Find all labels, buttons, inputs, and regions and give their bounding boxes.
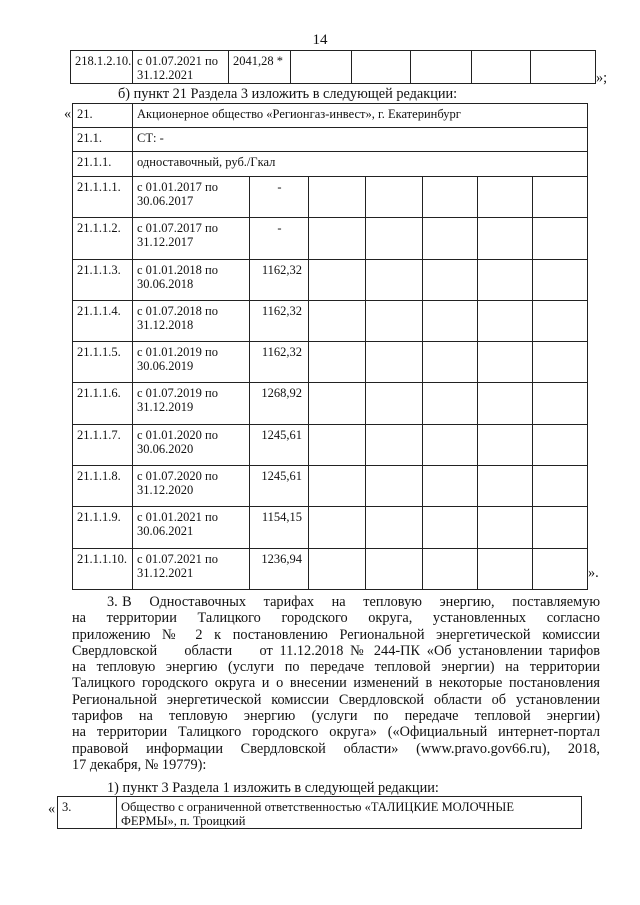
row-period: с 01.07.2021 по 31.12.2021 [133, 548, 250, 589]
bottom-table-company [117, 797, 582, 829]
table-row [73, 300, 588, 341]
paragraph-line: приложению № 2 к постановлению Региональной энергетической комиссии [72, 626, 600, 643]
row-period: с 01.07.2020 по 31.12.2020 [133, 466, 250, 507]
empty-cell [423, 548, 478, 589]
paragraph-line: правовой информации Свердловской области» (www.pravo.gov66.ru), 2018, [72, 740, 600, 757]
row-code: 21.1.1.7. [73, 424, 133, 465]
empty-cell [423, 466, 478, 507]
empty-cell [309, 300, 366, 341]
table-row [73, 507, 588, 548]
empty-cell [478, 383, 533, 424]
empty-cell [366, 383, 423, 424]
row-value: - [250, 218, 309, 259]
empty-cell [366, 177, 423, 218]
paragraph-line: на тепловую энергию (услуги по передаче тепловой энергии) на территории [72, 659, 600, 676]
empty-cell [478, 507, 533, 548]
empty-cell [309, 177, 366, 218]
row-period: с 01.01.2018 по 30.06.2018 [133, 259, 250, 300]
row-value: 1154,15 [250, 507, 309, 548]
page-number: 14 [312, 32, 328, 48]
bottom-table-code: 3. [58, 797, 117, 829]
row-period: с 01.07.2017 по 31.12.2017 [133, 218, 250, 259]
table-row [73, 177, 588, 218]
empty-cell [533, 507, 588, 548]
table-row [73, 218, 588, 259]
empty-cell [309, 259, 366, 300]
row-value: 1162,32 [250, 342, 309, 383]
item-b-heading: б) пункт 21 Раздела 3 изложить в следующей редакции: [118, 86, 458, 102]
empty-cell [478, 466, 533, 507]
table-21 [72, 103, 588, 590]
empty-cell [366, 342, 423, 383]
row-code: 21.1.1.2. [73, 218, 133, 259]
row-period: с 01.07.2018 по 31.12.2018 [133, 300, 250, 341]
empty-cell [366, 424, 423, 465]
empty-cell [423, 383, 478, 424]
row-code: 21.1.1.4. [73, 300, 133, 341]
table-row [73, 548, 588, 589]
empty-cell [478, 300, 533, 341]
table-row [73, 342, 588, 383]
bottom-table [57, 796, 582, 829]
empty-cell [533, 383, 588, 424]
empty-cell [423, 507, 478, 548]
top-table [70, 50, 596, 84]
table-21-st: СТ: - [133, 128, 588, 152]
top-table-closing: »; [596, 70, 608, 86]
empty-cell [423, 424, 478, 465]
empty-cell [423, 218, 478, 259]
empty-cell [366, 259, 423, 300]
empty-cell [309, 342, 366, 383]
empty-cell [478, 177, 533, 218]
empty-cell [423, 177, 478, 218]
row-period: с 01.07.2019 по 31.12.2019 [133, 383, 250, 424]
paragraph-line: 3. В Одноставочных тарифах на тепловую энергию, поставляемую [107, 594, 600, 610]
row-code: 21.1.1.9. [73, 507, 133, 548]
paragraph-line: Талицкого городского округа и о внесении изменений в некоторые постановления [72, 675, 600, 692]
empty-cell [366, 507, 423, 548]
empty-cell [478, 259, 533, 300]
empty-cell [478, 548, 533, 589]
paragraph-line: Региональной энергетической комиссии Свердловской области об установлении [72, 691, 600, 708]
empty-cell [533, 548, 588, 589]
bottom-table-company-line1: Общество с ограниченной ответственностью «ТАЛИЦКИЕ МОЛОЧНЫЕ [121, 800, 514, 814]
table-row [73, 466, 588, 507]
row-code: 21.1.1.3. [73, 259, 133, 300]
empty-cell [423, 259, 478, 300]
table-21-tariff-type: одноставочный, руб./Гкал [133, 152, 588, 177]
table-21-open-quote: « [64, 106, 72, 122]
row-code: 21.1.1.1. [73, 177, 133, 218]
row-value: 1268,92 [250, 383, 309, 424]
paragraph-line: на территории Талицкого городского округа, установленных согласно [72, 610, 600, 627]
paragraph-3 [72, 594, 600, 773]
bottom-table-company-line2: ФЕРМЫ», п. Троицкий [121, 814, 246, 828]
empty-cell [533, 177, 588, 218]
empty-cell [533, 259, 588, 300]
row-value: 1245,61 [250, 424, 309, 465]
row-value: 1236,94 [250, 548, 309, 589]
empty-cell [533, 424, 588, 465]
table-row [73, 259, 588, 300]
row-value: - [250, 177, 309, 218]
empty-cell [309, 218, 366, 259]
top-table-code: 218.1.2.10. [71, 51, 133, 84]
table-21-close-quote: ». [588, 565, 599, 581]
table-21-company: Акционерное общество «Регионгаз-инвест», г. Екатеринбург [133, 104, 588, 128]
row-code: 21.1.1.8. [73, 466, 133, 507]
paragraph-line: Свердловской области от 11.12.2018 № 244-ПК «Об установлении тарифов [72, 642, 600, 659]
table-row [73, 383, 588, 424]
row-period: с 01.01.2021 по 30.06.2021 [133, 507, 250, 548]
empty-cell [478, 424, 533, 465]
empty-cell [366, 300, 423, 341]
row-period: с 01.01.2019 по 30.06.2019 [133, 342, 250, 383]
table-21-code-21-1-1: 21.1.1. [73, 152, 133, 177]
empty-cell [478, 342, 533, 383]
empty-cell [533, 218, 588, 259]
row-period: с 01.01.2020 по 30.06.2020 [133, 424, 250, 465]
row-code: 21.1.1.6. [73, 383, 133, 424]
empty-cell [423, 342, 478, 383]
empty-cell [309, 466, 366, 507]
empty-cell [309, 424, 366, 465]
paragraph-line: 17 декабря, № 19779): [72, 756, 207, 773]
table-21-code-21: 21. [73, 104, 133, 128]
empty-cell [366, 466, 423, 507]
row-code: 21.1.1.10. [73, 548, 133, 589]
row-value: 1162,32 [250, 259, 309, 300]
empty-cell [366, 218, 423, 259]
row-period: с 01.01.2017 по 30.06.2017 [133, 177, 250, 218]
paragraph-line: на территории Талицкого городского округа» («Официальный интернет-портал [72, 724, 600, 741]
row-value: 1245,61 [250, 466, 309, 507]
empty-cell [478, 218, 533, 259]
row-code: 21.1.1.5. [73, 342, 133, 383]
table-21-code-21-1: 21.1. [73, 128, 133, 152]
top-table-period: с 01.07.2021 по 31.12.2021 [133, 51, 229, 84]
empty-cell [423, 300, 478, 341]
empty-cell [533, 466, 588, 507]
bottom-table-open-quote: « [48, 801, 56, 817]
table-row [73, 424, 588, 465]
empty-cell [533, 300, 588, 341]
row-value: 1162,32 [250, 300, 309, 341]
empty-cell [309, 383, 366, 424]
paragraph-line: тарифов на тепловую энергию (услуги по передаче тепловой энергии) [72, 708, 600, 725]
empty-cell [533, 342, 588, 383]
empty-cell [309, 548, 366, 589]
item-1-heading: 1) пункт 3 Раздела 1 изложить в следующей редакции: [107, 780, 439, 796]
empty-cell [309, 507, 366, 548]
empty-cell [366, 548, 423, 589]
top-table-value: 2041,28 * [229, 51, 291, 84]
